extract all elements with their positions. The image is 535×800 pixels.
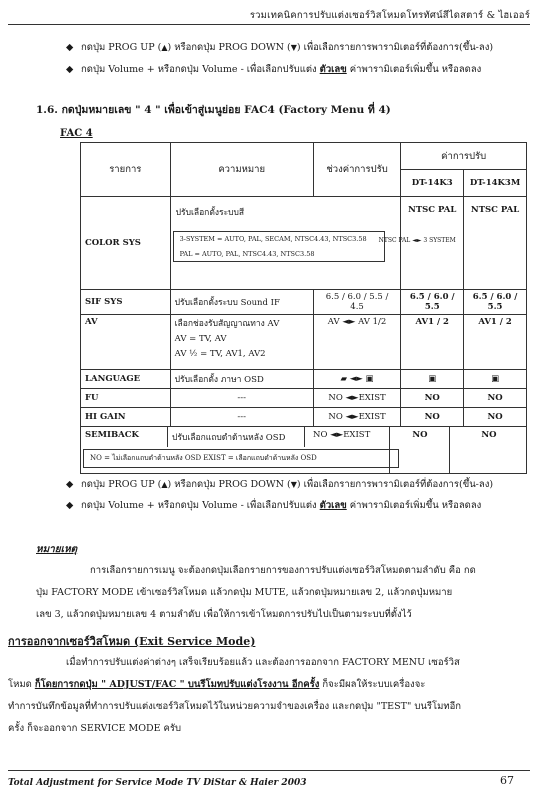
header-divider: [8, 24, 530, 25]
bullet-volume: ◆ กดปุ่ม Volume + หรือกดปุ่ม Volume - เพื่อเลือกปรับแต่ง ตัวเลข ค่าพารามิเตอร์เพิ่มขึ้น หรือลดลง: [66, 500, 482, 511]
fac-label: FAC 4: [60, 128, 93, 139]
bullet-volume: ◆ กดปุ่ม Volume + หรือกดปุ่ม Volume - เพื่อเลือกปรับแต่ง ตัวเลข ค่าพารามิเตอร์เพิ่มขึ้น หรือลดลง: [66, 64, 482, 75]
color-sys-cell: [170, 197, 456, 290]
table-row: [81, 315, 527, 370]
color-system-box: 3-SYSTEM = AUTO, PAL, SECAM, NTSC4.43, NTSC3.58 PAL = AUTO, PAL, NTSC4.43, NTSC3.58: [173, 231, 385, 262]
table-row: [81, 197, 527, 290]
table-row: [81, 370, 527, 389]
row-item: FU: [81, 389, 171, 408]
diamond-bullet-icon: ◆: [66, 42, 74, 53]
exit-line: ครั้ง ก็จะออกจาก SERVICE MODE ครับ: [8, 723, 182, 734]
exit-title: การออกจากเซอร์วิสโหมด (Exit Service Mode): [8, 635, 256, 648]
table-row: [81, 427, 527, 474]
row-k3: NTSC PAL: [401, 197, 464, 290]
row-item: SIF SYS: [81, 290, 171, 315]
left-right-arrow-icon: ◄►: [412, 237, 422, 244]
down-arrow-icon: ▼: [290, 43, 297, 52]
row-k3: AV1 / 2: [401, 315, 464, 370]
note-title: หมายเหตุ: [36, 544, 78, 555]
row-k3m: AV1 / 2: [464, 315, 527, 370]
row-item: HI GAIN: [81, 408, 171, 427]
col-header-meaning: ความหมาย: [170, 143, 313, 197]
row-k3m: NO: [464, 389, 527, 408]
col-header-values: ค่าการปรับ: [401, 143, 527, 170]
left-right-arrow-icon: ◄►: [345, 393, 359, 403]
row-range: NO ◄►EXIST: [313, 389, 401, 408]
semiback-cell: [81, 427, 527, 474]
row-range: NO ◄►EXIST: [313, 408, 401, 427]
col-header-dt14k3: DT-14K3: [401, 170, 464, 197]
exit-line: โหมด ก็โดยการกดปุ่ม " ADJUST/FAC " บนรีโมทปรับแต่งโรงงาน อีกครั้ง ก็จะมีผลให้ระบบเครื่องจะ: [8, 679, 426, 690]
row-meaning: ---: [170, 389, 313, 408]
row-k3m: 6.5 / 6.0 / 5.5: [464, 290, 527, 315]
row-item: COLOR SYS: [81, 197, 171, 290]
row-k3: NO: [401, 408, 464, 427]
exit-line: เมื่อทำการปรับแต่งค่าต่างๆ เสร็จเรียบร้อยแล้ว และต้องการออกจาก FACTORY MENU เซอร์วิส: [66, 657, 460, 668]
note-line: ปุ่ม FACTORY MODE เข้าเซอร์วิสโหมด แล้วกดปุ่ม MUTE, แล้วกดปุ่มหมายเลข 2, แล้วกดปุ่มหมาย: [36, 587, 453, 598]
row-k3m: [464, 370, 527, 389]
row-range: 6.5 / 6.0 / 5.5 / 4.5: [313, 290, 401, 315]
col-header-dt14k3m: DT-14K3M: [464, 170, 527, 197]
left-right-arrow-icon: ◄►: [349, 374, 363, 384]
table-row: [81, 389, 527, 408]
table-row: [81, 290, 527, 315]
left-right-arrow-icon: ◄►: [330, 430, 344, 440]
note-line: เลข 3, แล้วกดปุ่มหมายเลข 4 ตามลำดับ เพื่อให้การเข้าโหมดการปรับไปเป็นตามระบบที่ตั้งไว้: [36, 609, 412, 620]
row-range: [313, 370, 401, 389]
up-arrow-icon: ▲: [161, 43, 168, 52]
note-line: การเลือกรายการเมนู จะต้องกดปุ่มเลือกรายการของการปรับแต่งเซอร์วิสโหมดตามลำดับ คือ กด: [90, 565, 476, 576]
row-k3: [401, 370, 464, 389]
row-meaning: เลือกช่องรับสัญญาณทาง AV AV = TV, AV AV ½ = TV, AV1, AV2: [170, 315, 313, 370]
col-divider: [389, 427, 390, 473]
page-number: 67: [500, 774, 514, 787]
col-header-item: รายการ: [81, 143, 171, 197]
row-range: NO ◄►EXIST: [313, 430, 371, 440]
up-arrow-icon: ▲: [161, 480, 168, 489]
row-meaning: ปรับเลือกแถบดำด้านหลัง OSD: [172, 433, 286, 443]
row-item: AV: [81, 315, 171, 370]
left-right-arrow-icon: ◄►: [345, 412, 359, 422]
color-range: NTSC PAL ◄► 3 SYSTEM: [378, 237, 456, 244]
table-row: [81, 408, 527, 427]
row-k3: NO: [412, 430, 428, 440]
language-glyph-icon: ▣: [365, 374, 374, 384]
diamond-bullet-icon: ◆: [66, 500, 74, 511]
page-header: รวมเทคนิคการปรับแต่งเซอร์วิสโหมดโทรทัศน์สีไดสตาร์ & ไฮเออร์: [249, 10, 530, 21]
col-divider: [449, 427, 450, 473]
bullet-prog: ◆ กดปุ่ม PROG UP (▲) หรือกดปุ่ม PROG DOWN (▼) เพื่อเลือกรายการพารามิเตอร์ที่ต้องการ(ขึ้น-ลง): [66, 479, 494, 490]
language-glyph-icon: ▣: [428, 374, 437, 384]
row-meaning: ปรับเลือกตั้งระบบสี: [175, 208, 245, 218]
footer-divider: [8, 770, 530, 771]
row-range: AV ◄► AV 1/2: [313, 315, 401, 370]
footer-text: Total Adjustment for Service Mode TV DiStar & Haier 2003: [8, 778, 307, 788]
row-item: SEMIBACK: [85, 430, 139, 440]
diamond-bullet-icon: ◆: [66, 479, 74, 490]
language-glyph-icon: ▰: [340, 374, 348, 384]
row-meaning: ปรับเลือกตั้งระบบ Sound IF: [170, 290, 313, 315]
bullet-prog: ◆ กดปุ่ม PROG UP (▲) หรือกดปุ่ม PROG DOWN (▼) เพื่อเลือกรายการพารามิเตอร์ที่ต้องการ(ขึ้น-ลง): [66, 42, 494, 53]
col-header-range: ช่วงค่าการปรับ: [313, 143, 401, 197]
row-k3: 6.5 / 6.0 / 5.5: [401, 290, 464, 315]
row-meaning: ปรับเลือกตั้ง ภาษา OSD: [170, 370, 313, 389]
row-k3: NO: [401, 389, 464, 408]
row-k3m: NO: [481, 430, 497, 440]
semiback-note: NO = ไม่เลือกแถบดำด้านหลัง OSD EXIST = เลือกแถบดำด้านหลัง OSD: [83, 449, 399, 468]
row-meaning: ---: [170, 408, 313, 427]
exit-line: ทำการบันทึกข้อมูลที่ทำการปรับแต่งเซอร์วิสโหมดไว้ในหน่วยความจำของเครื่อง และกดปุ่ม "TEST" บนรีโมทอีก: [8, 701, 462, 712]
col-divider: [167, 427, 168, 447]
down-arrow-icon: ▼: [290, 480, 297, 489]
fac4-table: [80, 142, 527, 474]
row-k3m: NTSC PAL: [464, 197, 527, 290]
row-item: LANGUAGE: [81, 370, 171, 389]
section-title: 1.6. กดปุ่มหมายเลข " 4 " เพื่อเข้าสู่เมนูย่อย FAC4 (Factory Menu ที่ 4): [36, 104, 391, 116]
left-right-arrow-icon: ◄►: [342, 317, 356, 327]
col-divider: [304, 427, 305, 447]
language-glyph-icon: ▣: [491, 374, 500, 384]
diamond-bullet-icon: ◆: [66, 64, 74, 75]
row-k3m: NO: [464, 408, 527, 427]
